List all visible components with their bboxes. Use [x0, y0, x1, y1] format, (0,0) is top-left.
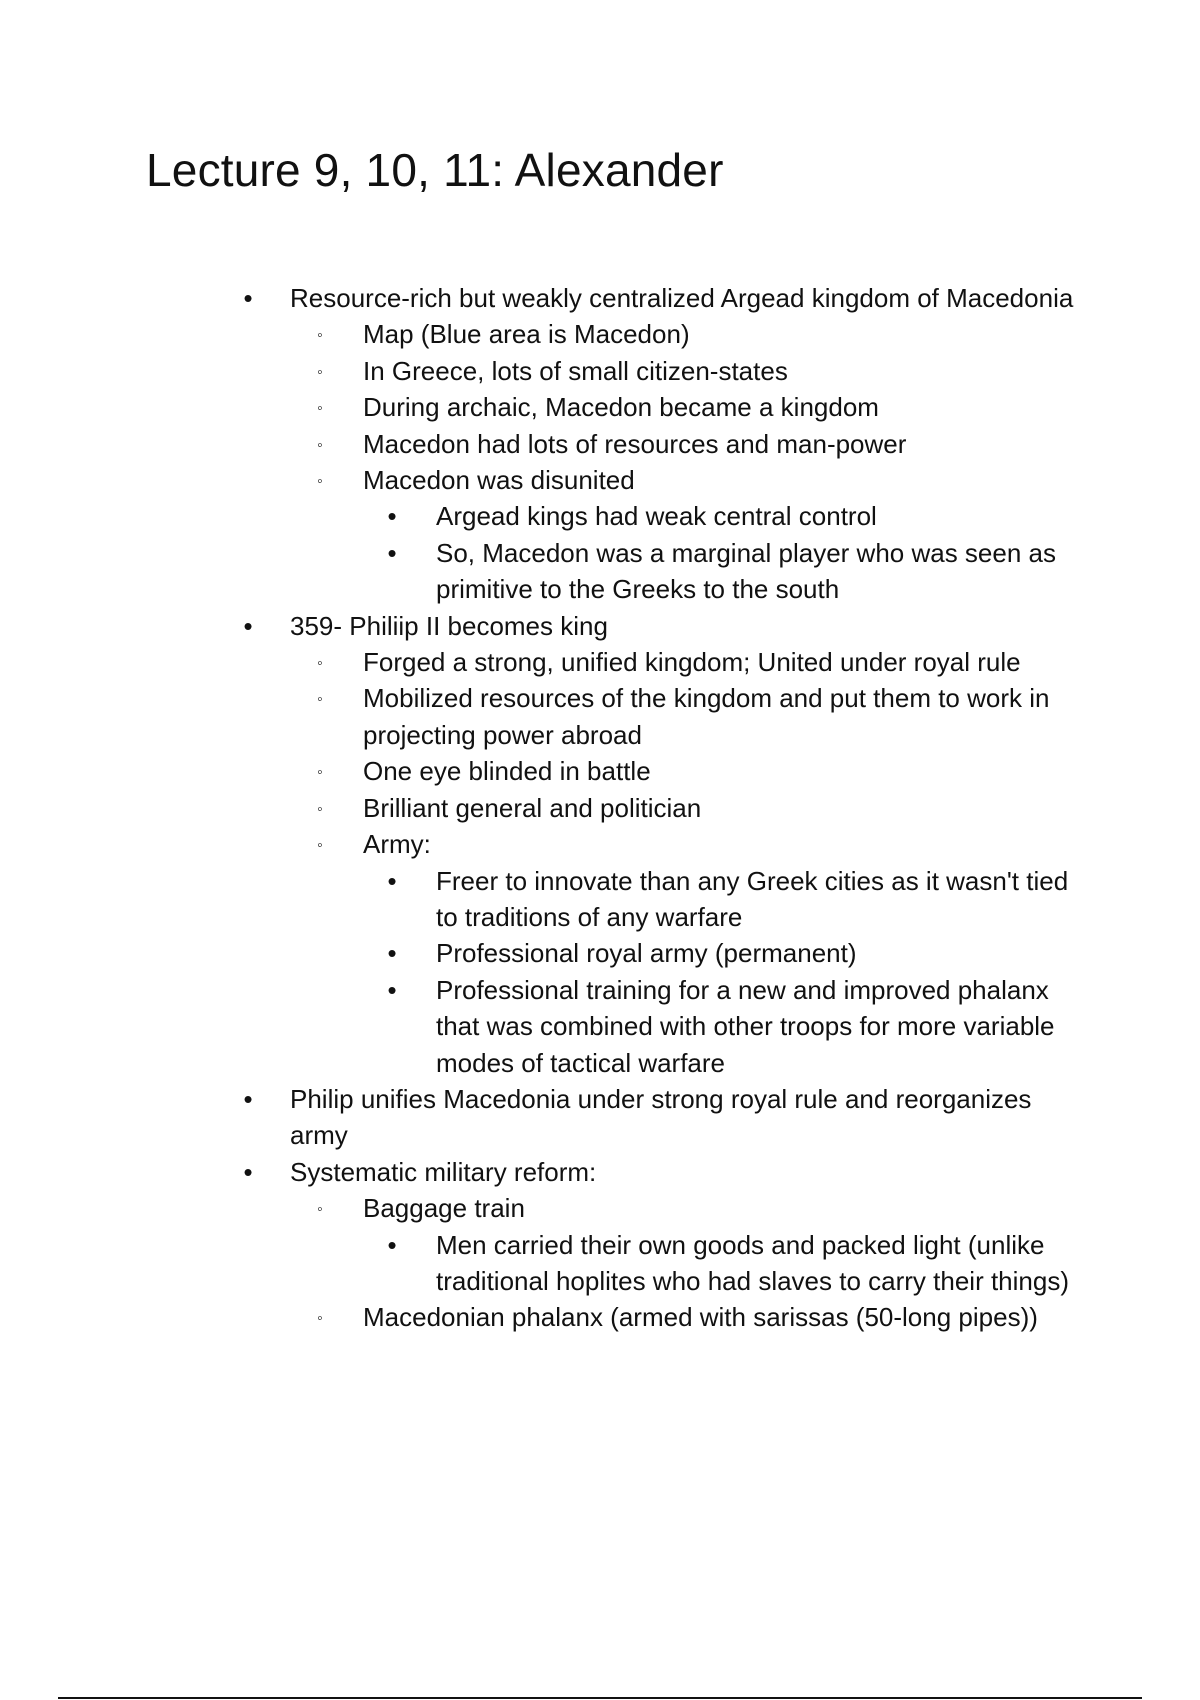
list-item	[0, 935, 1080, 971]
list-item	[0, 680, 1080, 753]
list-item	[0, 1190, 1080, 1226]
list-item	[0, 644, 1080, 680]
list-item-text: Professional royal army (permanent)	[436, 938, 857, 969]
bullet-icon: •	[243, 1083, 253, 1114]
bullet-icon: •	[243, 1156, 253, 1187]
list-item	[0, 790, 1080, 826]
list-item-text: Philip unifies Macedonia under strong royal rule and reorganizes army	[290, 1083, 1032, 1151]
list-item-text: Macedon had lots of resources and man-power	[363, 428, 907, 459]
list-item-text: Macedon was disunited	[363, 465, 635, 496]
list-item-text: Mobilized resources of the kingdom and put them to work in projecting power abroad	[363, 683, 1050, 750]
bullet-icon: •	[387, 501, 397, 532]
hollow-bullet-icon: ◦	[317, 655, 323, 673]
bullet-icon: •	[387, 974, 397, 1005]
hollow-bullet-icon: ◦	[317, 400, 323, 418]
hollow-bullet-icon: ◦	[317, 764, 323, 782]
bullet-icon: •	[387, 865, 397, 896]
list-item	[0, 353, 1080, 389]
list-item	[0, 753, 1080, 789]
hollow-bullet-icon: ◦	[317, 837, 323, 855]
list-item	[0, 1227, 1080, 1300]
list-item	[0, 426, 1080, 462]
list-item	[0, 462, 1080, 498]
list-item-text: Baggage train	[363, 1193, 525, 1224]
list-item-text: Systematic military reform:	[290, 1156, 597, 1187]
list-item	[0, 608, 1080, 644]
list-item-text: During archaic, Macedon became a kingdom	[363, 392, 879, 423]
list-item-text: Brilliant general and politician	[363, 792, 702, 823]
list-item	[0, 826, 1080, 862]
bullet-icon: •	[387, 537, 397, 568]
list-item-text: One eye blinded in battle	[363, 756, 651, 787]
list-item	[0, 498, 1080, 534]
list-item	[0, 280, 1080, 316]
bullet-icon: •	[243, 283, 253, 313]
list-item	[0, 316, 1080, 352]
page-title: Lecture 9, 10, 11: Alexander	[146, 144, 724, 196]
list-item	[0, 1081, 1080, 1154]
list-item-text: Resource-rich but weakly centralized Argead kingdom of Macedonia	[290, 283, 1074, 313]
hollow-bullet-icon: ◦	[317, 800, 323, 818]
bullet-icon: •	[243, 610, 253, 641]
list-item	[0, 389, 1080, 425]
list-item	[0, 972, 1080, 1081]
list-item-text: 359- Philiip II becomes king	[290, 610, 608, 641]
list-item-text: In Greece, lots of small citizen-states	[363, 355, 788, 386]
bullet-icon: •	[387, 938, 397, 969]
hollow-bullet-icon: ◦	[317, 363, 323, 381]
hollow-bullet-icon: ◦	[317, 473, 323, 491]
notes-outline	[0, 280, 1200, 1336]
hollow-bullet-icon: ◦	[317, 436, 323, 454]
list-item	[0, 535, 1080, 608]
hollow-bullet-icon: ◦	[317, 1310, 323, 1328]
list-item	[0, 1299, 1080, 1335]
list-item-text: Freer to innovate than any Greek cities as it wasn't tied to traditions of any warfare	[436, 865, 1069, 932]
bullet-icon: •	[387, 1229, 397, 1260]
list-item-text: Map (Blue area is Macedon)	[363, 319, 690, 350]
list-item-text: So, Macedon was a marginal player who was seen as primitive to the Greeks to the south	[436, 537, 1056, 605]
list-item-text: Forged a strong, unified kingdom; United under royal rule	[363, 647, 1021, 678]
list-item-text: Professional training for a new and improved phalanx that was combined with other troops for more variable modes of tactical warfare	[436, 974, 1055, 1078]
hollow-bullet-icon: ◦	[317, 327, 323, 345]
hollow-bullet-icon: ◦	[317, 1201, 323, 1219]
list-item	[0, 863, 1080, 936]
hollow-bullet-icon: ◦	[317, 691, 323, 709]
list-item-text: Macedonian phalanx (armed with sarissas (50-long pipes))	[363, 1302, 1038, 1333]
list-item-text: Men carried their own goods and packed light (unlike traditional hoplites who had slaves to carry their things)	[436, 1229, 1069, 1296]
list-item-text: Argead kings had weak central control	[436, 501, 877, 532]
list-item-text: Army:	[363, 829, 431, 860]
page-bottom-rule	[58, 1697, 1142, 1699]
list-item	[0, 1154, 1080, 1190]
